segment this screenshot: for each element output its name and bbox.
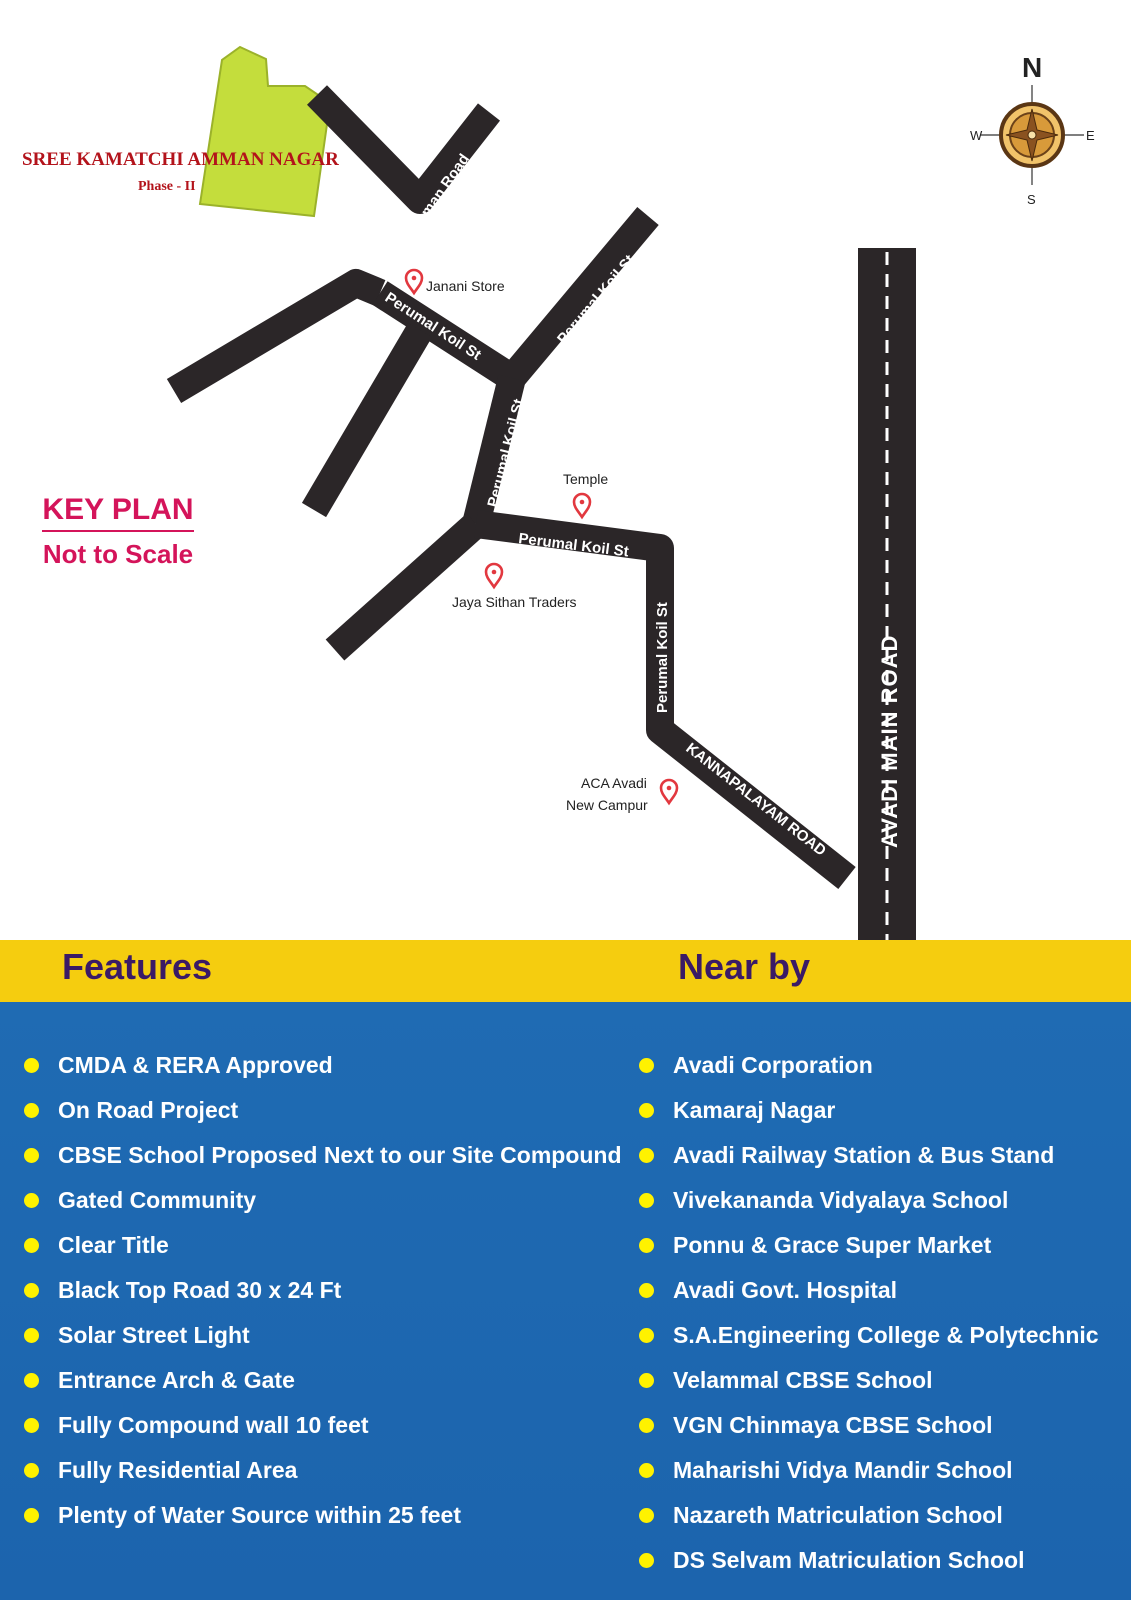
list-item [18,1455,622,1500]
nearby-label: Kamaraj Nagar [673,1097,836,1123]
compass [970,52,1095,207]
bullet-icon [24,1193,39,1208]
bullet-icon [639,1283,654,1298]
section-header-band [0,940,1131,1002]
feature-label: CBSE School Proposed Next to our Site Compound [58,1142,622,1168]
nearby-list [633,1050,1099,1590]
road-south-west-branch [335,524,476,650]
nearby-label: DS Selvam Matriculation School [673,1547,1025,1573]
list-item [18,1275,622,1320]
jaya-sithan-label: Jaya Sithan Traders [452,594,577,610]
nearby-label: Nazareth Matriculation School [673,1502,1003,1528]
info-panel [0,1002,1131,1600]
temple-label: Temple [563,471,609,487]
location-pin-dot [412,276,417,281]
list-item [18,1410,622,1455]
feature-label: Fully Residential Area [58,1457,298,1483]
temple-marker [574,494,590,517]
list-item [18,1230,622,1275]
compass-west: W [970,128,983,143]
bullet-icon [24,1373,39,1388]
label-avadi-main-road: AVADI MAIN ROAD [877,634,902,848]
list-item [633,1185,1099,1230]
bullet-icon [24,1238,39,1253]
plot-name: SREE KAMATCHI AMMAN NAGAR [22,149,339,170]
list-item [18,1320,622,1365]
nearby-label: Velammal CBSE School [673,1367,933,1393]
bullet-icon [24,1508,39,1523]
bullet-icon [639,1508,654,1523]
jaya-sithan-marker [486,564,502,587]
features-list [18,1050,622,1545]
list-item [633,1365,1099,1410]
nearby-label: Avadi Railway Station & Bus Stand [673,1142,1055,1168]
label-perumal-koil-south: Perumal Koil St [654,602,671,713]
bullet-icon [24,1418,39,1433]
location-pin-dot [580,500,585,505]
bullet-icon [639,1193,654,1208]
nearby-label: Vivekananda Vidyalaya School [673,1187,1009,1213]
road-diagonal-short [314,330,420,510]
bullet-icon [24,1283,39,1298]
bullet-icon [24,1463,39,1478]
compass-center [1028,131,1036,139]
key-plan-title: KEY PLAN [42,492,193,532]
bullet-icon [24,1058,39,1073]
nearby-label: Avadi Govt. Hospital [673,1277,898,1303]
janani-store-label: Janani Store [426,278,505,294]
nearby-label: Ponnu & Grace Super Market [673,1232,992,1258]
key-plan-legend [18,492,218,570]
nearby-label: S.A.Engineering College & Polytechnic [673,1322,1099,1348]
nearby-heading: Near by [678,946,811,987]
bullet-icon [639,1373,654,1388]
bullet-icon [24,1148,39,1163]
location-pin-icon [661,780,677,803]
bullet-icon [639,1148,654,1163]
location-pin-icon [574,494,590,517]
bullet-icon [639,1553,654,1568]
list-item [18,1185,622,1230]
bullet-icon [24,1328,39,1343]
bullet-icon [639,1058,654,1073]
bullet-icon [639,1238,654,1253]
location-pin-dot [667,786,672,791]
compass-south: S [1027,192,1036,207]
list-item [633,1275,1099,1320]
aca-avadi-label-line1: ACA Avadi [581,775,647,791]
label-perumal-koil-vertical: Perumal Koil St [484,397,528,509]
feature-label: CMDA & RERA Approved [58,1052,333,1078]
location-pin-icon [486,564,502,587]
feature-label: Gated Community [58,1187,257,1213]
bullet-icon [639,1103,654,1118]
nearby-label: Avadi Corporation [673,1052,873,1078]
feature-label: Black Top Road 30 x 24 Ft [58,1277,342,1303]
compass-north: N [1022,52,1043,83]
list-item [18,1365,622,1410]
bullet-icon [639,1463,654,1478]
list-item [633,1545,1099,1590]
list-item [633,1140,1099,1185]
list-item [18,1140,622,1185]
list-item [633,1050,1099,1095]
plot-phase: Phase - II [138,179,196,194]
road-kaliamman [317,95,489,200]
list-item [633,1095,1099,1140]
label-perumal-koil-upper: Perumal Koil St [381,289,485,364]
nearby-label: Maharishi Vidya Mandir School [673,1457,1013,1483]
feature-label: Fully Compound wall 10 feet [58,1412,369,1438]
list-item [18,1095,622,1140]
feature-label: Plenty of Water Source within 25 feet [58,1502,462,1528]
label-kaliamman-road: Kaliamman Road [389,150,474,261]
label-perumal-koil-lower: Perumal Koil St [517,530,630,561]
feature-label: Clear Title [58,1232,169,1258]
feature-label: On Road Project [58,1097,239,1123]
label-perumal-koil-ne: Perumal Koil St [554,251,639,348]
list-item [18,1050,622,1095]
bullet-icon [24,1103,39,1118]
compass-east: E [1086,128,1095,143]
location-pin-icon [406,270,422,293]
label-kannapalayam-road: KANNAPALAYAM ROAD [682,739,830,860]
bullet-icon [639,1328,654,1343]
list-item [633,1230,1099,1275]
janani-store-marker [406,270,422,293]
list-item [633,1410,1099,1455]
bullet-icon [639,1418,654,1433]
plot-area [200,47,330,216]
aca-avadi-marker [661,780,677,803]
list-item [633,1455,1099,1500]
location-pin-dot [492,570,497,575]
road-west-branch [174,283,380,391]
aca-avadi-label-line2: New Campur [566,797,648,813]
list-item [633,1320,1099,1365]
list-item [18,1500,622,1545]
feature-label: Entrance Arch & Gate [58,1367,295,1393]
feature-label: Solar Street Light [58,1322,250,1348]
list-item [633,1500,1099,1545]
key-plan-subtitle: Not to Scale [42,539,194,569]
nearby-label: VGN Chinmaya CBSE School [673,1412,993,1438]
features-heading: Features [62,946,213,987]
